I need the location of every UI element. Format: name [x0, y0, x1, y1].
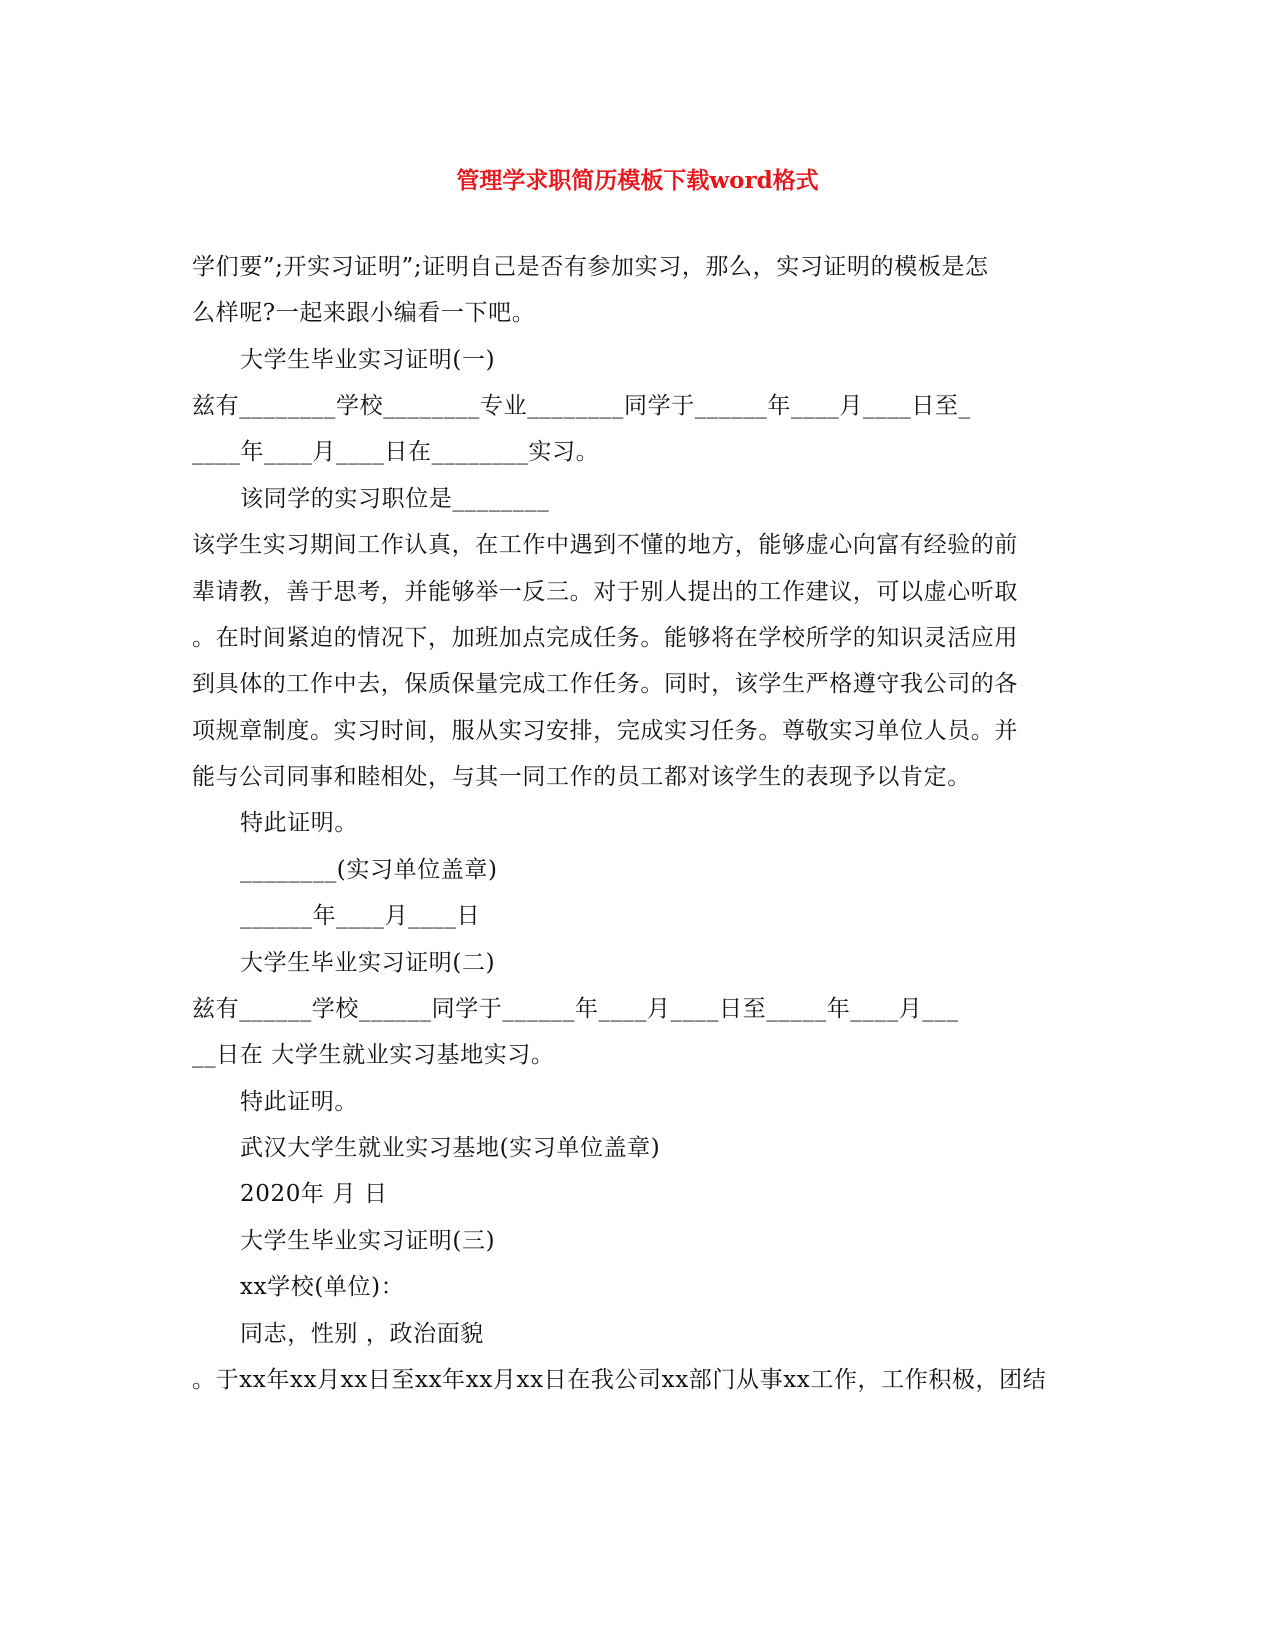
closing-line: 特此证明。 — [240, 810, 358, 836]
closing-line: 特此证明。 — [240, 1089, 358, 1115]
body-line: 同志，性别 ，政治面貌 — [240, 1321, 484, 1347]
fill-in-line: 兹有______学校______同学于______年____月____日至_____年____月___ — [192, 996, 959, 1022]
body-line: 学们要”;开实习证明”;证明自己是否有参加实习，那么，实习证明的模板是怎 — [192, 254, 989, 280]
stamp-line: 武汉大学生就业实习基地(实习单位盖章) — [240, 1135, 661, 1161]
section-heading-1: 大学生毕业实习证明(一) — [240, 347, 496, 373]
section-heading-3: 大学生毕业实习证明(三) — [240, 1228, 496, 1254]
body-line: 辈请教，善于思考，并能够举一反三。对于别人提出的工作建议，可以虚心听取 — [192, 579, 1018, 605]
fill-in-line: 该同学的实习职位是________ — [240, 486, 550, 512]
body-line: 到具体的工作中去，保质保量完成工作任务。同时，该学生严格遵守我公司的各 — [192, 671, 1018, 697]
salutation-line: xx学校(单位)： — [240, 1274, 405, 1300]
fill-in-line: 兹有________学校________专业________同学于______年____月____日至_ — [192, 393, 971, 419]
body-line: 。于xx年xx月xx日至xx年xx月xx日在我公司xx部门从事xx工作，工作积极，团结 — [192, 1367, 1047, 1393]
body-line: 。在时间紧迫的情况下，加班加点完成任务。能够将在学校所学的知识灵活应用 — [192, 625, 1018, 651]
section-heading-2: 大学生毕业实习证明(二) — [240, 950, 496, 976]
body-line: 么样呢?一起来跟小编看一下吧。 — [192, 300, 536, 326]
stamp-line: ________(实习单位盖章) — [240, 857, 498, 883]
document-title: 管理学求职简历模板下载word格式 — [456, 167, 819, 194]
body-line: 项规章制度。实习时间，服从实习安排，完成实习任务。尊敬实习单位人员。并 — [192, 718, 1018, 744]
date-line: ______年____月____日 — [240, 903, 481, 929]
body-line: 能与公司同事和睦相处，与其一同工作的员工都对该学生的表现予以肯定。 — [192, 764, 971, 790]
fill-in-line: ____年____月____日在________实习。 — [192, 439, 600, 465]
date-line: 2020年 月 日 — [240, 1181, 388, 1207]
body-line: 该学生实习期间工作认真，在工作中遇到不懂的地方，能够虚心向富有经验的前 — [192, 532, 1018, 558]
fill-in-line: __日在 大学生就业实习基地实习。 — [192, 1042, 555, 1068]
